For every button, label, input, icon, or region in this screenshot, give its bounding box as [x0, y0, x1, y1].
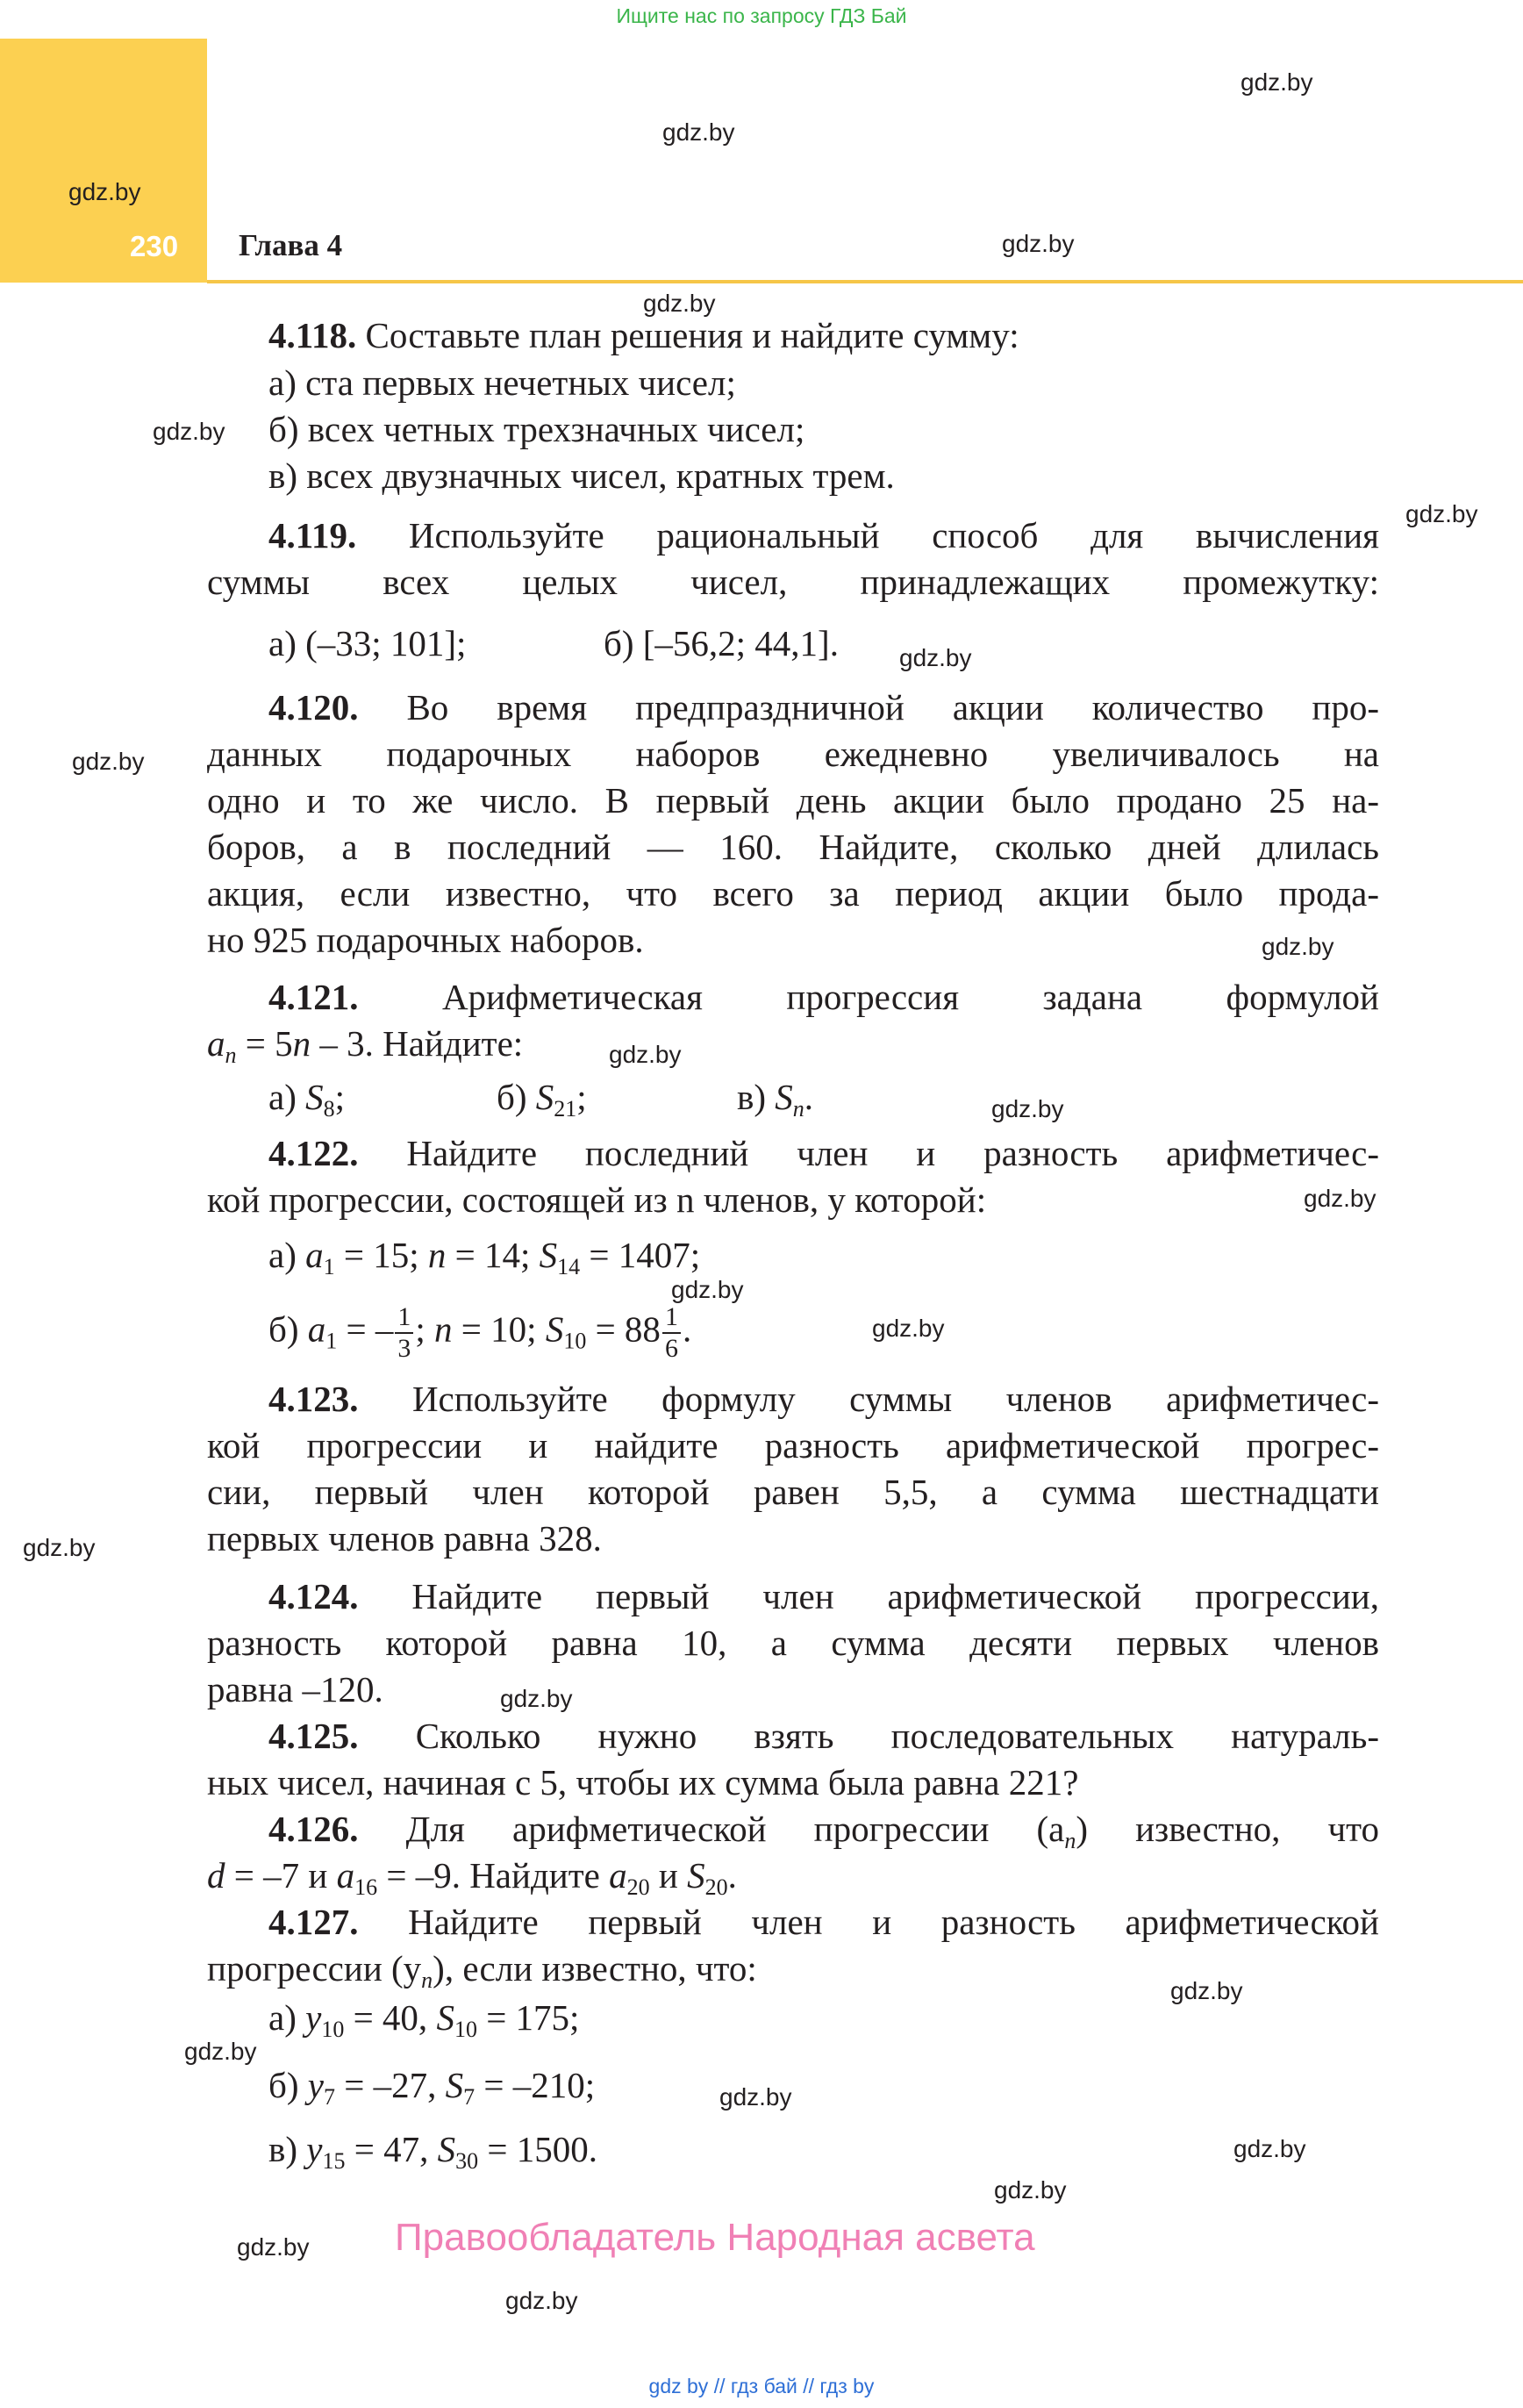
- watermark: gdz.by: [872, 1315, 945, 1342]
- bottom-links[interactable]: gdz by // гдз бай // гдз by: [648, 2375, 875, 2397]
- subitem-a: а) ста первых нечетных чисел;: [268, 362, 736, 403]
- exercise-4-121: [268, 974, 1379, 1021]
- subitem-c: в) $S_n$.: [737, 1077, 814, 1122]
- exercise-number: 4.124.: [268, 1576, 359, 1616]
- watermark: gdz.by: [1170, 1977, 1243, 2004]
- exercise-text-line: ных чисел, начиная с 5, чтобы их сумма была равна 221?: [207, 1762, 1079, 1802]
- exercise-4-120: [268, 684, 1379, 731]
- find-label: . Найдите: [451, 1855, 600, 1896]
- exercise-text-line: равна –120.: [207, 1669, 383, 1709]
- subitem-b: б) всех четных трехзначных чисел;: [268, 409, 805, 449]
- watermark: gdz.by: [662, 118, 735, 146]
- exercise-number: 4.123.: [268, 1379, 359, 1419]
- exercise-4-125: [268, 1713, 1379, 1759]
- exercise-text: Найдите первый член арифметической прогрессии,: [411, 1576, 1379, 1616]
- exercise-4-123: [268, 1376, 1379, 1423]
- subitem-a: а) $a_1 = 15$; n = 14; $S_{14} = 1407$;: [268, 1235, 701, 1279]
- header-rule: [207, 280, 1523, 283]
- watermark: gdz.by: [991, 1095, 1064, 1122]
- top-banner: Ищите нас по запросу ГДЗ Бай: [616, 4, 907, 27]
- exercise-text: Во время предпраздничной акции количество про-: [406, 687, 1379, 727]
- formula-line: d = –7 и $a_{16} = -9$. Найдите $a_{20}$ и $S_{20}$.: [207, 1855, 737, 1900]
- subitem-a: а) (–33; 101];: [268, 623, 467, 663]
- exercise-text-line: суммы всех целых чисел, принадлежащих промежутку:: [207, 562, 1379, 602]
- exercise-4-126: [268, 1806, 1379, 1853]
- chapter-title: Глава 4: [239, 228, 343, 262]
- exercise-text-line: прогрессии $(y_n)$, если известно, что:: [207, 1948, 757, 1993]
- exercise-text-line: кой прогрессии, состоящей из n членов, у которой:: [207, 1179, 987, 1220]
- watermark: gdz.by: [1002, 230, 1075, 257]
- watermark: gdz.by: [1304, 1185, 1376, 1212]
- subitem-a: а) $S_8$;: [268, 1077, 346, 1122]
- watermark: gdz.by: [643, 290, 716, 317]
- watermark: gdz.by: [1233, 2135, 1306, 2162]
- exercise-4-119: [268, 512, 1379, 559]
- exercise-text-line: данных подарочных наборов ежедневно увеличивалось на: [207, 734, 1379, 774]
- watermark: gdz.by: [68, 178, 141, 205]
- watermark: gdz.by: [184, 2038, 257, 2065]
- exercise-number: 4.127.: [268, 1902, 359, 1942]
- find-label: Найдите:: [383, 1023, 524, 1064]
- subitem-c: в) $y_{15} = 47$, $S_{30} = 1500$.: [268, 2129, 597, 2174]
- exercise-text: Используйте рациональный способ для вычисления: [408, 515, 1379, 555]
- page-number: 230: [130, 230, 179, 262]
- exercise-text-line: одно и то же число. В первый день акции было продано 25 на-: [207, 780, 1379, 821]
- exercise-text: Сколько нужно взять последовательных натураль-: [415, 1716, 1379, 1756]
- exercise-4-118: [268, 312, 1379, 359]
- subitem-c: в) всех двузначных чисел, кратных трем.: [268, 455, 895, 496]
- exercise-text-line: кой прогрессии и найдите разность арифметической прогрес-: [207, 1425, 1379, 1466]
- watermark: gdz.by: [237, 2233, 310, 2261]
- watermark: gdz.by: [671, 1276, 744, 1303]
- exercise-4-124: [268, 1573, 1379, 1620]
- exercise-text-line: разность которой равна 10, а сумма десяти первых членов: [207, 1623, 1379, 1663]
- exercise-text-line: акция, если известно, что всего за период акции было прода-: [207, 873, 1379, 914]
- exercise-text: Для арифметической прогрессии $(a_n)$ известно, что: [405, 1809, 1379, 1853]
- subitem-a: а) $y_{10} = 40$, $S_{10} = 175$;: [268, 1997, 580, 2042]
- exercise-number: 4.125.: [268, 1716, 359, 1756]
- exercise-number: 4.121.: [268, 977, 359, 1017]
- exercise-text: Используйте формулу суммы членов арифметичес-: [411, 1379, 1379, 1419]
- exercise-text: Составьте план решения и найдите сумму:: [365, 315, 1019, 355]
- watermark: gdz.by: [500, 1685, 573, 1712]
- exercise-number: 4.126.: [268, 1809, 359, 1849]
- watermark: gdz.by: [72, 748, 145, 775]
- watermark: gdz.by: [899, 644, 972, 671]
- exercise-number: 4.118.: [268, 315, 357, 355]
- exercise-text-line: первых членов равна 328.: [207, 1518, 602, 1559]
- exercise-number: 4.119.: [268, 515, 357, 555]
- exercise-4-127: [268, 1899, 1379, 1946]
- watermark: gdz.by: [1262, 933, 1334, 960]
- subitem-b: б) [–56,2; 44,1].: [604, 623, 839, 663]
- exercise-text: Арифметическая прогрессия задана формулой: [441, 977, 1380, 1017]
- subitem-b: б) $y_7 = -27$, $S_7 = -210$;: [268, 2065, 596, 2110]
- exercise-text-line: сии, первый член которой равен 5,5, а сумма шестнадцати: [207, 1472, 1379, 1512]
- watermark: gdz.by: [505, 2287, 578, 2314]
- subitem-b: б) $S_{21}$;: [497, 1077, 587, 1122]
- watermark: gdz.by: [1241, 68, 1313, 96]
- exercise-text-line: боров, а в последний — 160. Найдите, сколько дней длилась: [207, 827, 1379, 867]
- exercise-text-line: но 925 подарочных наборов.: [207, 920, 644, 960]
- exercise-4-122: [268, 1130, 1379, 1177]
- watermark: gdz.by: [23, 1534, 96, 1561]
- subitem-b: б) $a_1$ = – $\frac{1}{3}$ ; n = 10; $S_{10} = 88$ $\frac{1}{6}$ .: [268, 1302, 692, 1363]
- watermark: gdz.by: [1405, 500, 1478, 527]
- exercise-text: Найдите последний член и разность арифметичес-: [406, 1133, 1379, 1173]
- watermark: gdz.by: [719, 2083, 792, 2111]
- exercise-text: Найдите первый член и разность арифметической: [408, 1902, 1380, 1942]
- formula-line: $a_n = 5n - 3$. Найдите:: [207, 1023, 524, 1068]
- watermark: gdz.by: [153, 418, 225, 445]
- watermark: gdz.by: [994, 2176, 1067, 2204]
- watermark: gdz.by: [609, 1041, 682, 1068]
- exercise-number: 4.122.: [268, 1133, 359, 1173]
- exercise-number: 4.120.: [268, 687, 359, 727]
- copyright-footer: Правообладатель Народная асвета: [395, 2216, 1035, 2259]
